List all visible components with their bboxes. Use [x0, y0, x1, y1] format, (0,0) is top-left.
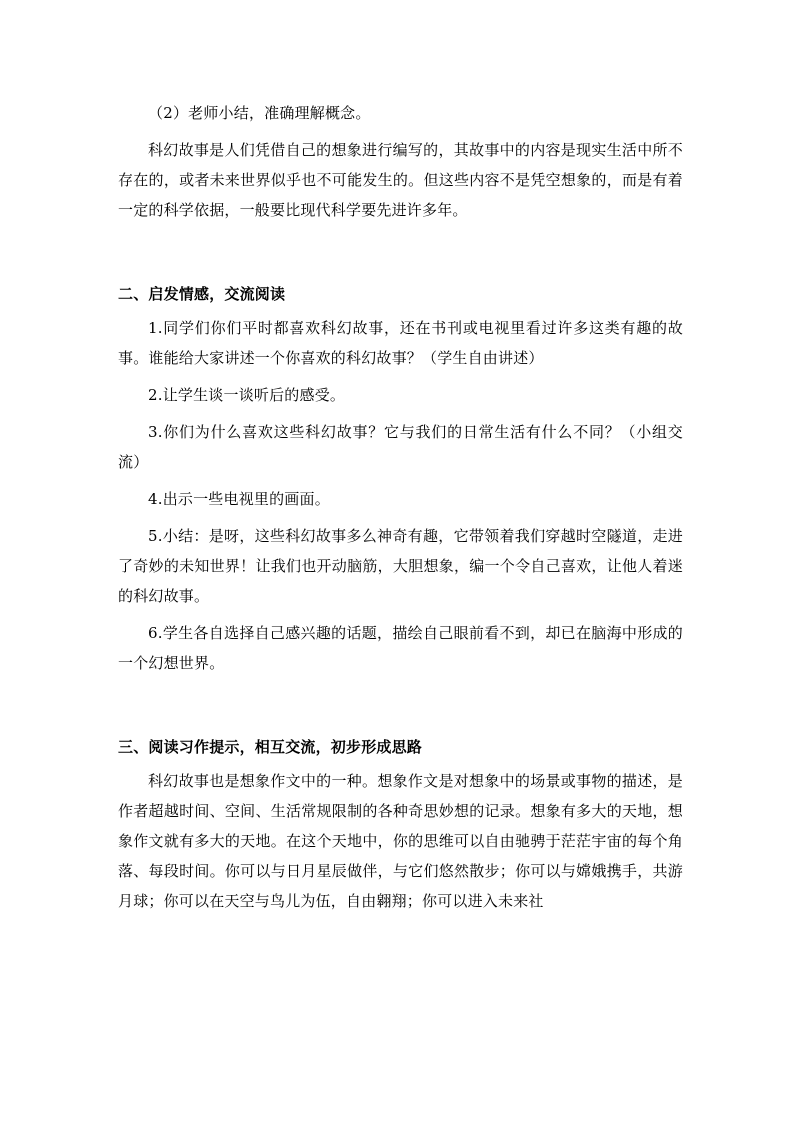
section-heading-3: 三、阅读习作提示，相互交流，初步形成思路 — [118, 738, 423, 756]
imagination-writing-paragraph: 科幻故事也是想象作文中的一种。想象作文是对想象中的场景或事物的描述，是作者超越时间、空间、生活常规限制的各种奇思妙想的记录。想象有多大的天地，想象作文就有多大的天地。在这个天地中，你的思维可以自由驰骋于茫茫宇宙的每个角落、每段时间。你可以与日月星辰做伴，与它们悠然散步；你可以与嫦娥携手，共游月球；你可以在天空与鸟儿为伍，自由翱翔；你可以进入未来社 — [118, 772, 683, 910]
list-item: 2.让学生谈一谈听后的感受。 — [148, 386, 346, 404]
list-item: 3.你们为什么喜欢这些科幻故事？它与我们的日常生活有什么不同？（小组交流） — [118, 423, 683, 471]
list-item: 5.小结：是呀，这些科幻故事多么神奇有趣，它带领着我们穿越时空隧道，走进了奇妙的未知世界！让我们也开动脑筋，大胆想象，编一个令自己喜欢，让他人着迷的科幻故事。 — [118, 527, 683, 605]
list-item: 6.学生各自选择自己感兴趣的话题，描绘自己眼前看不到，却已在脑海中形成的一个幻想世界。 — [118, 624, 683, 672]
list-item: 1.同学们你们平时都喜欢科幻故事，还在书刊或电视里看过许多这类有趣的故事。谁能给大家讲述一个你喜欢的科幻故事？（学生自由讲述） — [118, 319, 683, 367]
section-heading-2: 二、启发情感，交流阅读 — [118, 285, 286, 303]
document-page — [118, 98, 683, 916]
scifi-definition-paragraph: 科幻故事是人们凭借自己的想象进行编写的，其故事中的内容是现实生活中所不存在的，或者未来世界似乎也不可能发生的。但这些内容不是凭空想象的，而是有着一定的科学依据，一般要比现代科学要先进许多年。 — [118, 141, 683, 219]
teacher-summary-item: （2）老师小结，准确理解概念。 — [148, 104, 371, 122]
list-item: 4.出示一些电视里的画面。 — [148, 490, 330, 508]
